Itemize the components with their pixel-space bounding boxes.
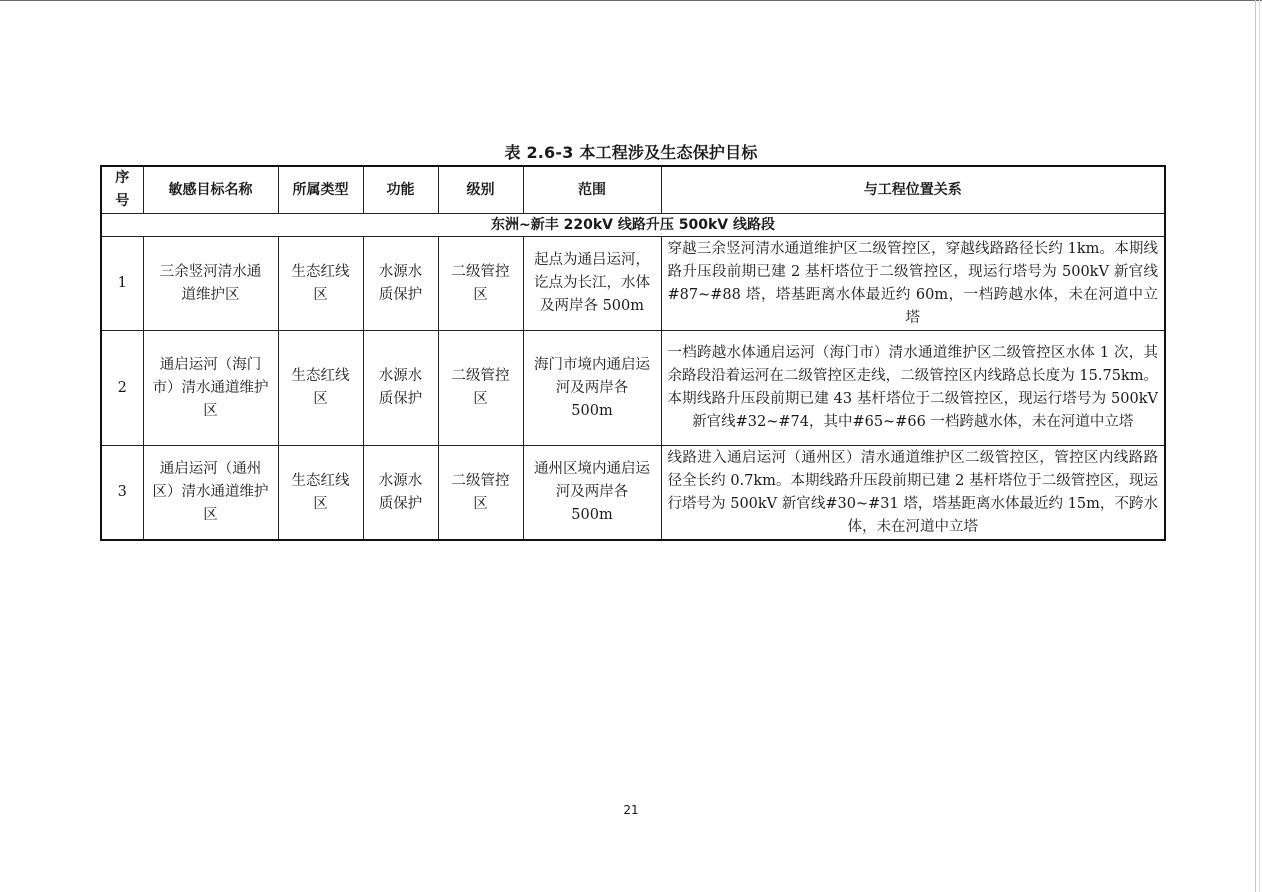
header-type: 所属类型 — [278, 166, 363, 214]
page-right-edge-shadow — [1259, 0, 1260, 892]
table-row — [101, 331, 1165, 446]
table-caption: 表 2.6-3 本工程涉及生态保护目标 — [504, 143, 758, 162]
cell-relation: 穿越三余竖河清水通道维护区二级管控区，穿越线路路径长约 1km。本期线路升压段前期已建 2 基杆塔位于二级管控区，现运行塔号为 500kV 新官线#87~#88 塔，塔基距离水体最近约 60m，一档跨越水体，未在河道中立塔 — [661, 237, 1165, 331]
cell-relation: 线路进入通启运河（通州区）清水通道维护区二级管控区，管控区内线路路径全长约 0.7km。本期线路升压段前期已建 2 基杆塔位于二级管控区，现运行塔号为 500kV 新官线#30~#31 塔，塔基距离水体最近约 15m，不跨水体，未在河道中立塔 — [661, 446, 1165, 541]
page-top-border — [0, 0, 1262, 1]
cell-level: 二级管控区 — [438, 331, 523, 446]
table-header-row — [101, 166, 1165, 214]
header-scope: 范围 — [523, 166, 661, 214]
cell-name: 通启运河（通州区）清水通道维护区 — [143, 446, 278, 541]
cell-scope: 通州区境内通启运河及两岸各 500m — [523, 446, 661, 541]
header-function: 功能 — [363, 166, 438, 214]
cell-scope: 起点为通吕运河，讫点为长江，水体及两岸各 500m — [523, 237, 661, 331]
cell-type: 生态红线区 — [278, 237, 363, 331]
header-relation: 与工程位置关系 — [661, 166, 1165, 214]
cell-type: 生态红线区 — [278, 446, 363, 541]
cell-seq: 1 — [101, 237, 143, 331]
page-number: 21 — [623, 803, 639, 817]
cell-relation: 一档跨越水体通启运河（海门市）清水通道维护区二级管控区水体 1 次，其余路段沿着运河在二级管控区走线，二级管控区内线路总长度为 15.75km。本期线路升压段前期已建 43 基杆塔位于二级管控区，现运行塔号为 500kV 新官线#32~#74，其中#65~#66 一档跨越水体，未在河道中立塔 — [661, 331, 1165, 446]
ecological-protection-table — [100, 165, 1166, 541]
cell-seq: 3 — [101, 446, 143, 541]
cell-name: 三余竖河清水通道维护区 — [143, 237, 278, 331]
table-row — [101, 446, 1165, 541]
cell-scope: 海门市境内通启运河及两岸各 500m — [523, 331, 661, 446]
cell-function: 水源水质保护 — [363, 446, 438, 541]
cell-seq: 2 — [101, 331, 143, 446]
header-seq: 序号 — [101, 166, 143, 214]
cell-type: 生态红线区 — [278, 331, 363, 446]
cell-level: 二级管控区 — [438, 237, 523, 331]
page-right-edge — [1255, 0, 1256, 892]
header-level: 级别 — [438, 166, 523, 214]
cell-function: 水源水质保护 — [363, 331, 438, 446]
table-row — [101, 237, 1165, 331]
header-name: 敏感目标名称 — [143, 166, 278, 214]
section-row — [101, 214, 1165, 237]
cell-function: 水源水质保护 — [363, 237, 438, 331]
section-title: 东洲~新丰 220kV 线路升压 500kV 线路段 — [101, 214, 1165, 237]
cell-name: 通启运河（海门市）清水通道维护区 — [143, 331, 278, 446]
cell-level: 二级管控区 — [438, 446, 523, 541]
